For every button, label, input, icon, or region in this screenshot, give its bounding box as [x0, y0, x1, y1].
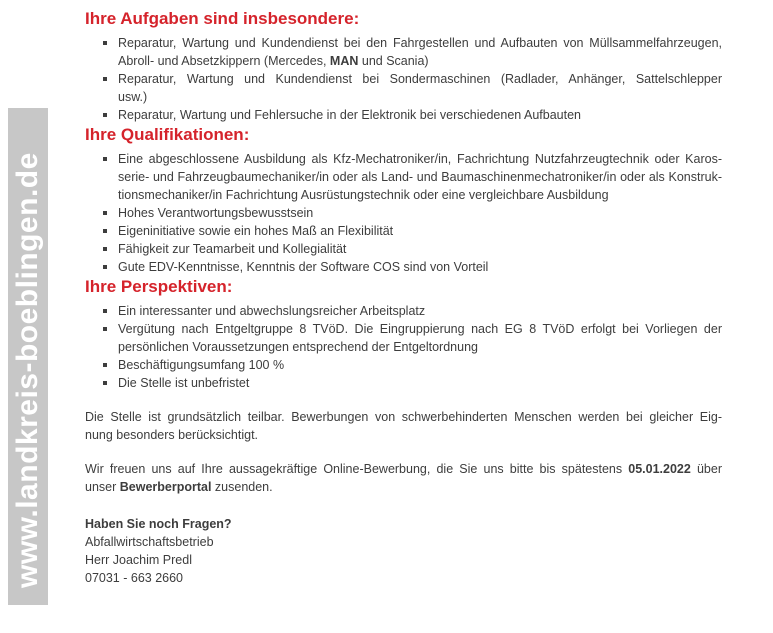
text-line	[118, 34, 722, 52]
text-segment: Eine abgeschlossene Ausbildung als Kfz-Mechatroniker/in, Fachrichtung Nutzfahrzeugtechnik oder Karos-	[118, 152, 722, 166]
text-segment: Abfallwirtschaftsbetrieb	[85, 535, 214, 549]
text-segment: serie- und Fahrzeugbaumechaniker/in oder als Land- und Baumaschinenmechatroniker/in oder als Konstruk-	[118, 170, 722, 184]
text-segment: über	[690, 462, 722, 476]
bullet-item-text	[118, 320, 722, 356]
text-line	[118, 240, 722, 258]
bullet-list	[85, 150, 722, 276]
text-line	[85, 478, 722, 496]
bullet-item-text	[118, 356, 722, 374]
watermark-url-text: www.landkreis-boeblingen.de	[11, 152, 44, 588]
paragraph-1	[85, 460, 722, 496]
text-segment: Reparatur, Wartung und Kundendienst bei den Fahrgestellen und Aufbauten von Müllsammelfahrzeugen,	[118, 36, 722, 50]
text-line	[85, 426, 722, 444]
job-section-0	[85, 8, 722, 124]
bullet-item	[85, 70, 722, 106]
text-line	[85, 533, 722, 551]
text-segment: Die Stelle ist unbefristet	[118, 376, 250, 390]
bullet-square-icon	[103, 327, 107, 331]
bold-text-segment: MAN	[329, 54, 359, 68]
text-line	[118, 70, 722, 88]
sections	[85, 8, 722, 392]
text-line	[118, 52, 722, 70]
section-heading: Ihre Aufgaben sind insbesondere:	[85, 9, 360, 28]
bullet-item-text	[118, 150, 722, 204]
text-line	[118, 338, 722, 356]
bullet-item-text	[118, 204, 722, 222]
bullet-square-icon	[103, 113, 107, 117]
text-line	[118, 150, 722, 168]
text-segment: Hohes Verantwortungsbewusstsein	[118, 206, 314, 220]
text-segment: und Scania)	[358, 54, 429, 68]
bullet-item	[85, 34, 722, 70]
bullet-item	[85, 150, 722, 204]
bullet-square-icon	[103, 211, 107, 215]
bullet-item-text	[118, 106, 722, 124]
text-segment: Ein interessanter und abwechslungsreicher Arbeitsplatz	[118, 304, 426, 318]
text-segment: 07031 - 663 2660	[85, 571, 184, 585]
text-line	[118, 374, 722, 392]
paragraph-0	[85, 408, 722, 444]
bullet-item	[85, 222, 722, 240]
section-heading: Ihre Qualifikationen:	[85, 125, 250, 144]
bullet-item	[85, 204, 722, 222]
text-segment: Herr Joachim Predl	[85, 553, 192, 567]
paragraphs	[85, 408, 722, 496]
text-line	[85, 551, 722, 569]
bullet-item	[85, 320, 722, 356]
bullet-item-text	[118, 34, 722, 70]
text-line	[118, 356, 722, 374]
section-heading: Ihre Perspektiven:	[85, 277, 233, 296]
contact-block	[85, 515, 722, 587]
text-segment: usw.)	[118, 90, 148, 104]
text-line	[118, 186, 722, 204]
text-segment: unser	[85, 480, 120, 494]
bullet-square-icon	[103, 265, 107, 269]
bullet-square-icon	[103, 229, 107, 233]
bullet-item	[85, 374, 722, 392]
text-segment: Fähigkeit zur Teamarbeit und Kollegialität	[118, 242, 347, 256]
text-segment: zusenden.	[211, 480, 273, 494]
job-section-1	[85, 124, 722, 276]
text-segment: nung besonders berücksichtigt.	[85, 428, 259, 442]
text-line	[118, 204, 722, 222]
document-content	[85, 8, 722, 587]
text-line	[85, 408, 722, 426]
bullet-item-text	[118, 258, 722, 276]
bullet-square-icon	[103, 247, 107, 251]
bold-text-segment: Bewerberportal	[119, 480, 212, 494]
text-segment: Reparatur, Wartung und Kundendienst bei Sondermaschinen (Radlader, Anhänger, Sattelschlepper	[118, 72, 722, 86]
bullet-square-icon	[103, 157, 107, 161]
text-segment: Abroll- und Absetzkippern (Mercedes,	[118, 54, 330, 68]
bullet-square-icon	[103, 309, 107, 313]
bullet-square-icon	[103, 363, 107, 367]
text-line	[118, 106, 722, 124]
bullet-item	[85, 356, 722, 374]
text-line	[118, 88, 722, 106]
bullet-item-text	[118, 240, 722, 258]
text-segment: Wir freuen uns auf Ihre aussagekräftige Online-Bewerbung, die Sie uns bitte bis spätestens	[85, 462, 629, 476]
bold-text-segment: 05.01.2022	[628, 462, 691, 476]
text-line	[85, 460, 722, 478]
text-line	[118, 258, 722, 276]
bullet-item	[85, 258, 722, 276]
bullet-item-text	[118, 70, 722, 106]
text-segment: persönlichen Voraussetzungen entsprechend der Entgeltordnung	[118, 340, 478, 354]
text-line	[118, 320, 722, 338]
text-segment: Vergütung nach Entgeltgruppe 8 TVöD. Die Eingruppierung nach EG 8 TVöD erfolgt bei Vorliegen der	[118, 322, 722, 336]
bullet-square-icon	[103, 41, 107, 45]
text-line	[118, 168, 722, 186]
bullet-list	[85, 302, 722, 392]
job-section-2	[85, 276, 722, 392]
bullet-item-text	[118, 374, 722, 392]
bullet-square-icon	[103, 381, 107, 385]
bullet-square-icon	[103, 77, 107, 81]
bullet-item-text	[118, 302, 722, 320]
bold-text-segment: Haben Sie noch Fragen?	[85, 517, 232, 531]
text-line	[118, 302, 722, 320]
bullet-item-text	[118, 222, 722, 240]
text-segment: Eigeninitiative sowie ein hohes Maß an Flexibilität	[118, 224, 394, 238]
text-segment: Gute EDV-Kenntnisse, Kenntnis der Software COS sind von Vorteil	[118, 260, 489, 274]
text-line	[85, 515, 722, 533]
text-segment: tionsmechaniker/in Fachrichtung Ausrüstungstechnik oder eine vergleichbare Ausbildung	[118, 188, 609, 202]
bullet-item	[85, 106, 722, 124]
text-line	[85, 569, 722, 587]
bullet-list	[85, 34, 722, 124]
bullet-item	[85, 302, 722, 320]
text-segment: Beschäftigungsumfang 100 %	[118, 358, 285, 372]
text-segment: Die Stelle ist grundsätzlich teilbar. Bewerbungen von schwerbehinderten Menschen werden bei gleicher Eig-	[85, 410, 722, 424]
bullet-item	[85, 240, 722, 258]
text-segment: Reparatur, Wartung und Fehlersuche in der Elektronik bei verschiedenen Aufbauten	[118, 108, 582, 122]
text-line	[118, 222, 722, 240]
